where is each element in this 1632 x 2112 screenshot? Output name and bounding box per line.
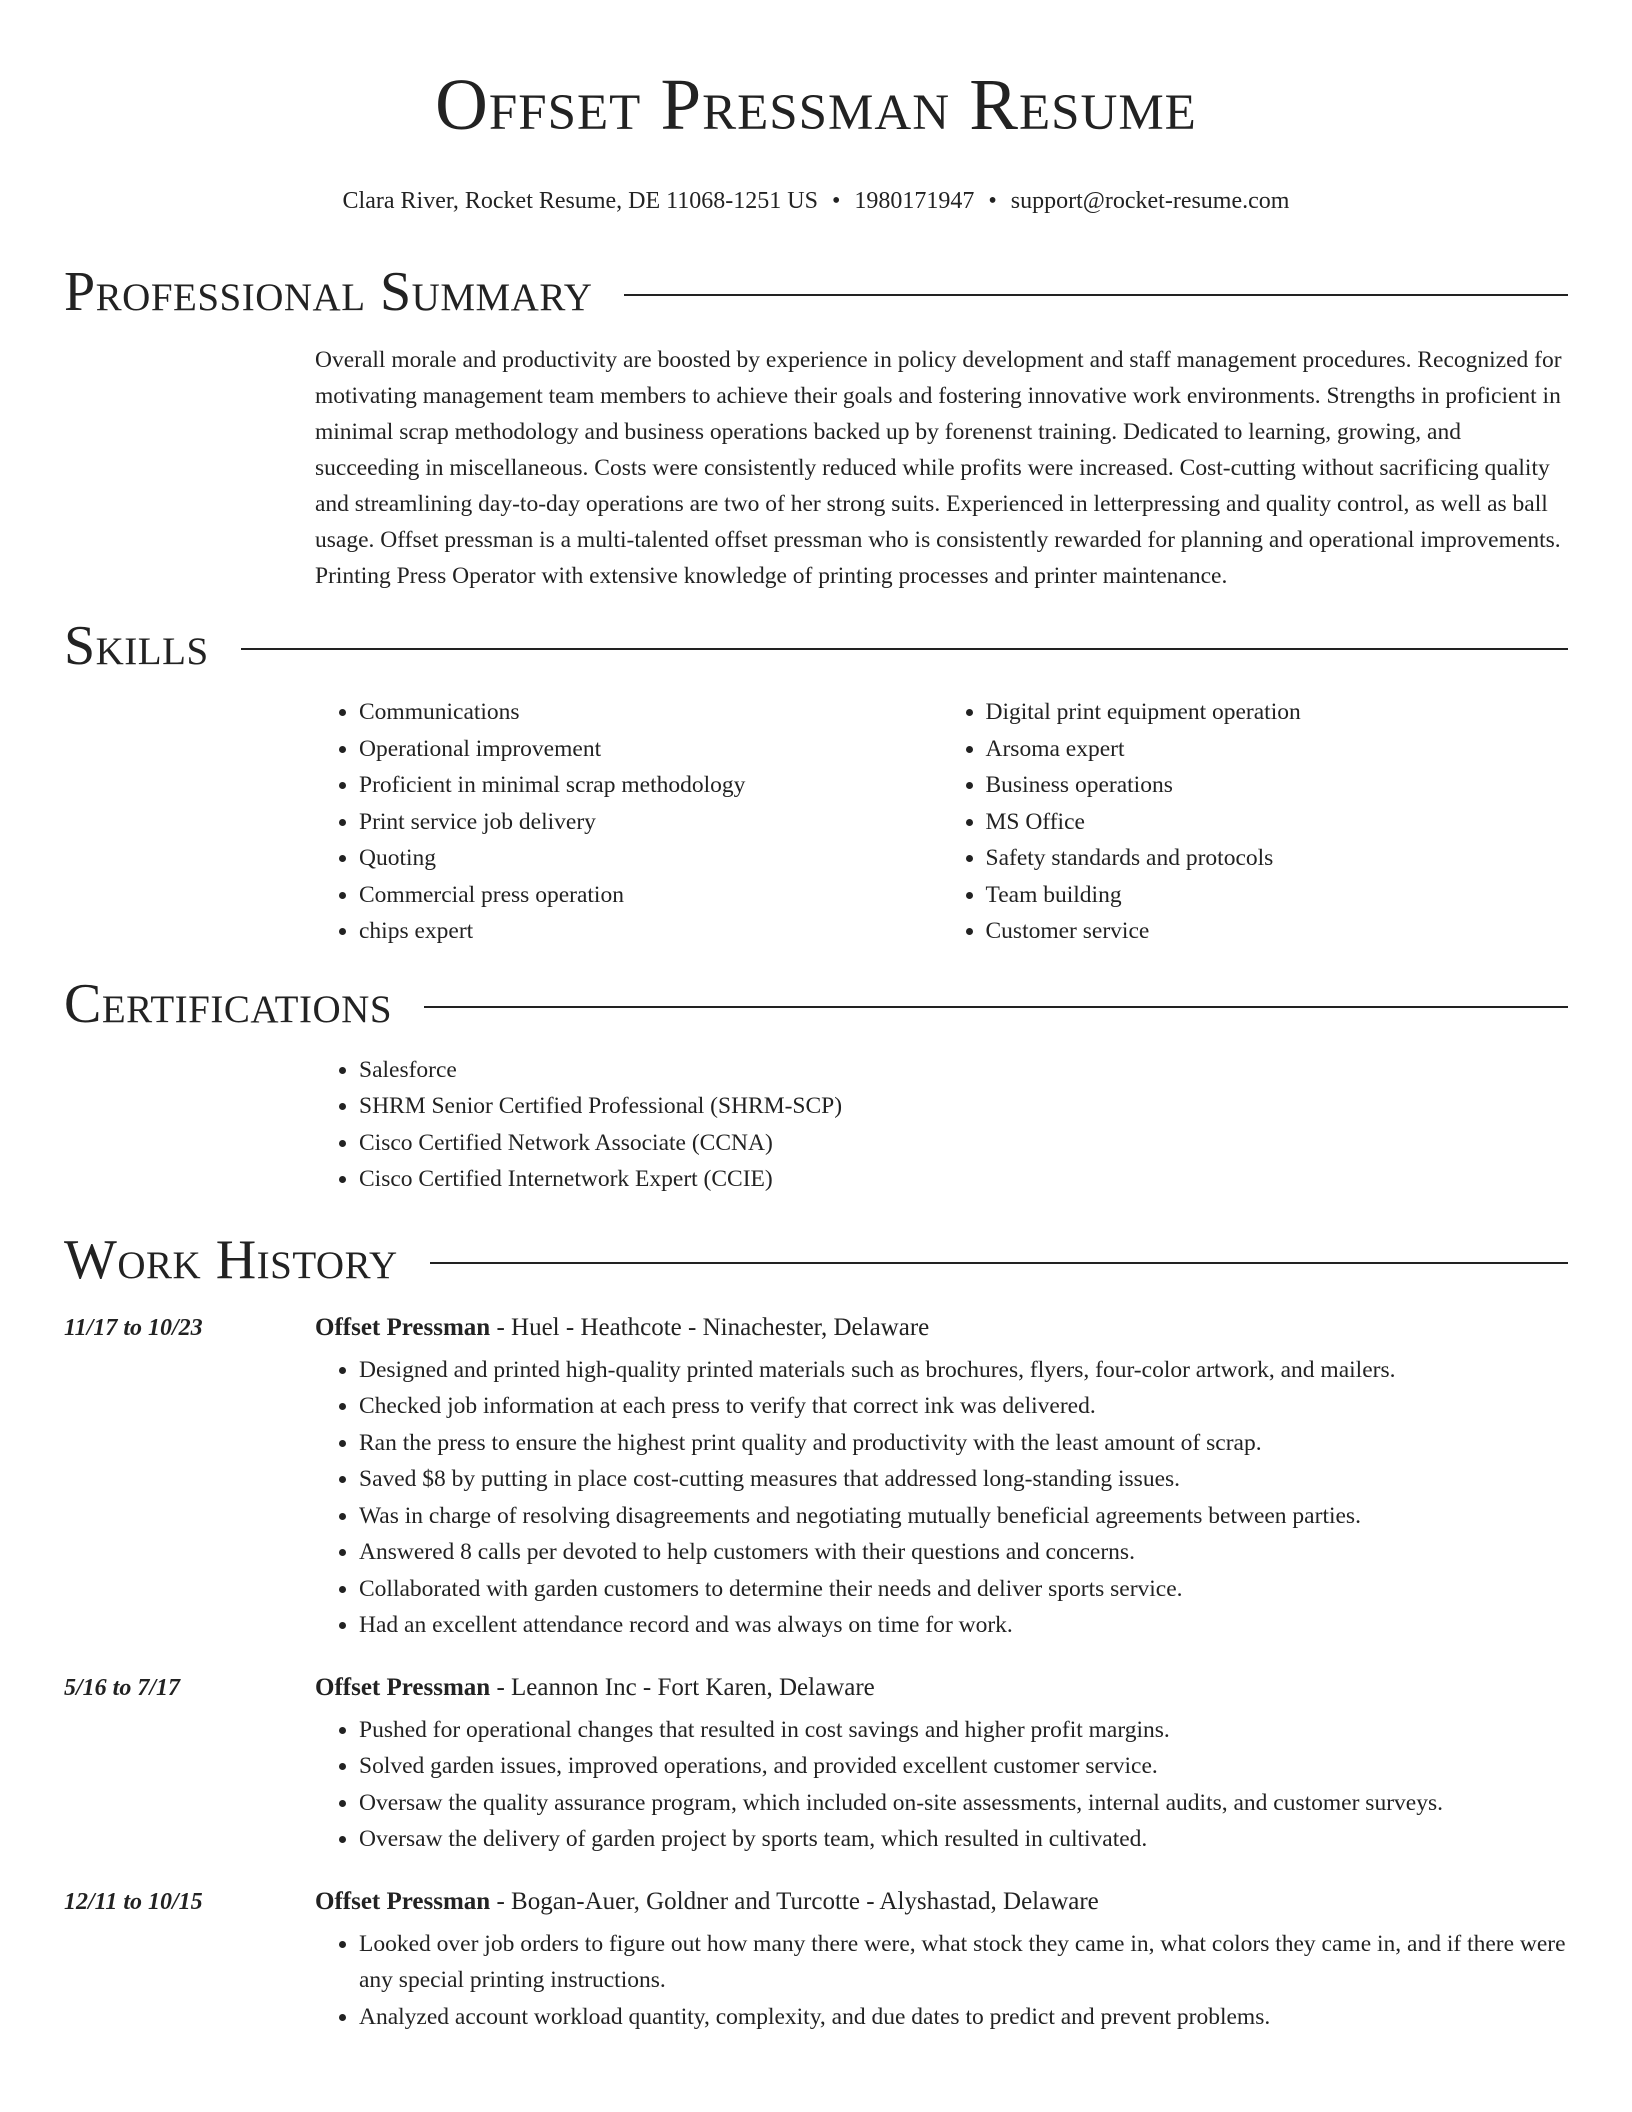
skill-item: • Business operations — [986, 767, 1569, 804]
skill-item: • Commercial press operation — [359, 877, 942, 914]
certifications-list — [315, 1052, 1568, 1198]
job-bullet: • Saved $8 by putting in place cost-cutting measures that addressed long-standing issues. — [359, 1461, 1568, 1498]
job-entry — [64, 1314, 1568, 1644]
job-bullet: • Pushed for operational changes that resulted in cost savings and higher profit margins. — [359, 1712, 1568, 1749]
skills-section-header — [64, 614, 1568, 678]
job-bullet: • Ran the press to ensure the highest print quality and productivity with the least amount of scrap. — [359, 1425, 1568, 1462]
skill-item: • chips expert — [359, 913, 942, 950]
certification-item: • SHRM Senior Certified Professional (SHRM-SCP) — [359, 1088, 1568, 1125]
certifications-heading: Certifications — [64, 972, 393, 1035]
job-entry — [64, 1888, 1568, 2036]
job-details: - Huel - Heathcote - Ninachester, Delaware — [490, 1313, 930, 1341]
contact-line — [64, 186, 1568, 216]
skill-item: • Digital print equipment operation — [986, 694, 1569, 731]
job-bullet: • Analyzed account workload quantity, complexity, and due dates to predict and prevent problems. — [359, 1999, 1568, 2036]
section-divider — [430, 1262, 1568, 1264]
job-details: - Leannon Inc - Fort Karen, Delaware — [490, 1673, 875, 1701]
job-bullets — [315, 1352, 1568, 1644]
skill-item: • Customer service — [986, 913, 1569, 950]
summary-section-header — [64, 260, 1568, 324]
job-bullet: • Looked over job orders to figure out how many there were, what stock they came in, what colors they came in, and if there were any special printing instructions. — [359, 1926, 1568, 1999]
contact-separator: • — [988, 188, 997, 214]
contact-email: support@rocket-resume.com — [1010, 188, 1290, 214]
job-heading — [315, 1674, 875, 1702]
contact-phone: 1980171947 — [854, 188, 975, 214]
certification-item: • Salesforce — [359, 1052, 1568, 1089]
skills-columns — [315, 694, 1568, 950]
skills-heading: Skills — [64, 615, 209, 677]
contact-address: Clara River, Rocket Resume, DE 11068-1251 US — [342, 188, 818, 214]
job-bullet: • Oversaw the quality assurance program, which included on-site assessments, internal audits, and customer surveys. — [359, 1785, 1568, 1822]
job-bullet: • Designed and printed high-quality printed materials such as brochures, flyers, four-color artwork, and mailers. — [359, 1352, 1568, 1389]
job-role: Offset Pressman — [315, 1887, 491, 1915]
job-bullet: • Oversaw the delivery of garden project by sports team, which resulted in cultivated. — [359, 1821, 1568, 1858]
summary-text: Overall morale and productivity are boosted by experience in policy development and staff management procedures. Recognized for motivating management team members to achieve their goals and fostering innovative work environments. Strengths in proficient in minimal scrap methodology and business operations backed up by forenenst training. Dedicated to learning, growing, and succeeding in miscellaneous. Costs were consistently reduced while profits were increased. Cost-cutting without sacrificing quality and streamlining day-to-day operations are two of her strong suits. Experienced in letterpressing and quality control, as well as ball usage. Offset pressman is a multi-talented offset pressman who is consistently rewarded for planning and operational improvements. Printing Press Operator with extensive knowledge of printing processes and printer maintenance. — [315, 347, 1562, 589]
summary-heading: Professional Summary — [64, 261, 593, 323]
work-history-section-header — [64, 1228, 1568, 1292]
skill-item: • Safety standards and protocols — [986, 840, 1569, 877]
job-bullet: • Collaborated with garden customers to determine their needs and deliver sports service. — [359, 1571, 1568, 1608]
job-bullet: • Answered 8 calls per devoted to help customers with their questions and concerns. — [359, 1534, 1568, 1571]
certification-item: • Cisco Certified Internetwork Expert (CCIE) — [359, 1161, 1568, 1198]
job-bullets — [315, 1712, 1568, 1858]
contact-separator: • — [831, 188, 841, 214]
job-dates: 5/16 to 7/17 — [64, 1674, 181, 1701]
certifications-section-header — [64, 972, 1568, 1036]
skill-item: • Operational improvement — [359, 731, 942, 768]
job-dates: 12/11 to 10/15 — [64, 1888, 203, 1915]
job-header-row — [64, 1314, 1568, 1342]
job-heading — [315, 1888, 1099, 1916]
job-header-row — [64, 1674, 1568, 1702]
certification-item: • Cisco Certified Network Associate (CCNA) — [359, 1125, 1568, 1162]
job-bullets — [315, 1926, 1568, 2036]
section-divider — [241, 648, 1568, 650]
skills-list-left — [315, 694, 942, 950]
section-divider — [424, 1006, 1568, 1008]
skill-item: • Arsoma expert — [986, 731, 1569, 768]
skill-item: • Proficient in minimal scrap methodology — [359, 767, 942, 804]
job-heading — [315, 1314, 929, 1342]
job-role: Offset Pressman — [315, 1673, 491, 1701]
skill-item: • Quoting — [359, 840, 942, 877]
job-entry — [64, 1674, 1568, 1858]
work-history-heading: Work History — [64, 1228, 398, 1291]
job-bullet: • Had an excellent attendance record and was always on time for work. — [359, 1607, 1568, 1644]
resume-title: Offset Pressman Resume — [435, 64, 1197, 145]
job-bullet: • Solved garden issues, improved operations, and provided excellent customer service. — [359, 1748, 1568, 1785]
skill-item: • MS Office — [986, 804, 1569, 841]
job-details: - Bogan-Auer, Goldner and Turcotte - Alyshastad, Delaware — [490, 1887, 1099, 1915]
skill-item: • Print service job delivery — [359, 804, 942, 841]
job-role: Offset Pressman — [315, 1313, 491, 1341]
job-header-row — [64, 1888, 1568, 1916]
section-divider — [624, 294, 1568, 296]
job-bullet: • Was in charge of resolving disagreements and negotiating mutually beneficial agreements between parties. — [359, 1498, 1568, 1535]
skill-item: • Team building — [986, 877, 1569, 914]
skill-item: • Communications — [359, 694, 942, 731]
skills-list-right — [942, 694, 1569, 950]
job-bullet: • Checked job information at each press to verify that correct ink was delivered. — [359, 1388, 1568, 1425]
job-dates: 11/17 to 10/23 — [64, 1314, 203, 1341]
certifications-block — [315, 1052, 1568, 1198]
